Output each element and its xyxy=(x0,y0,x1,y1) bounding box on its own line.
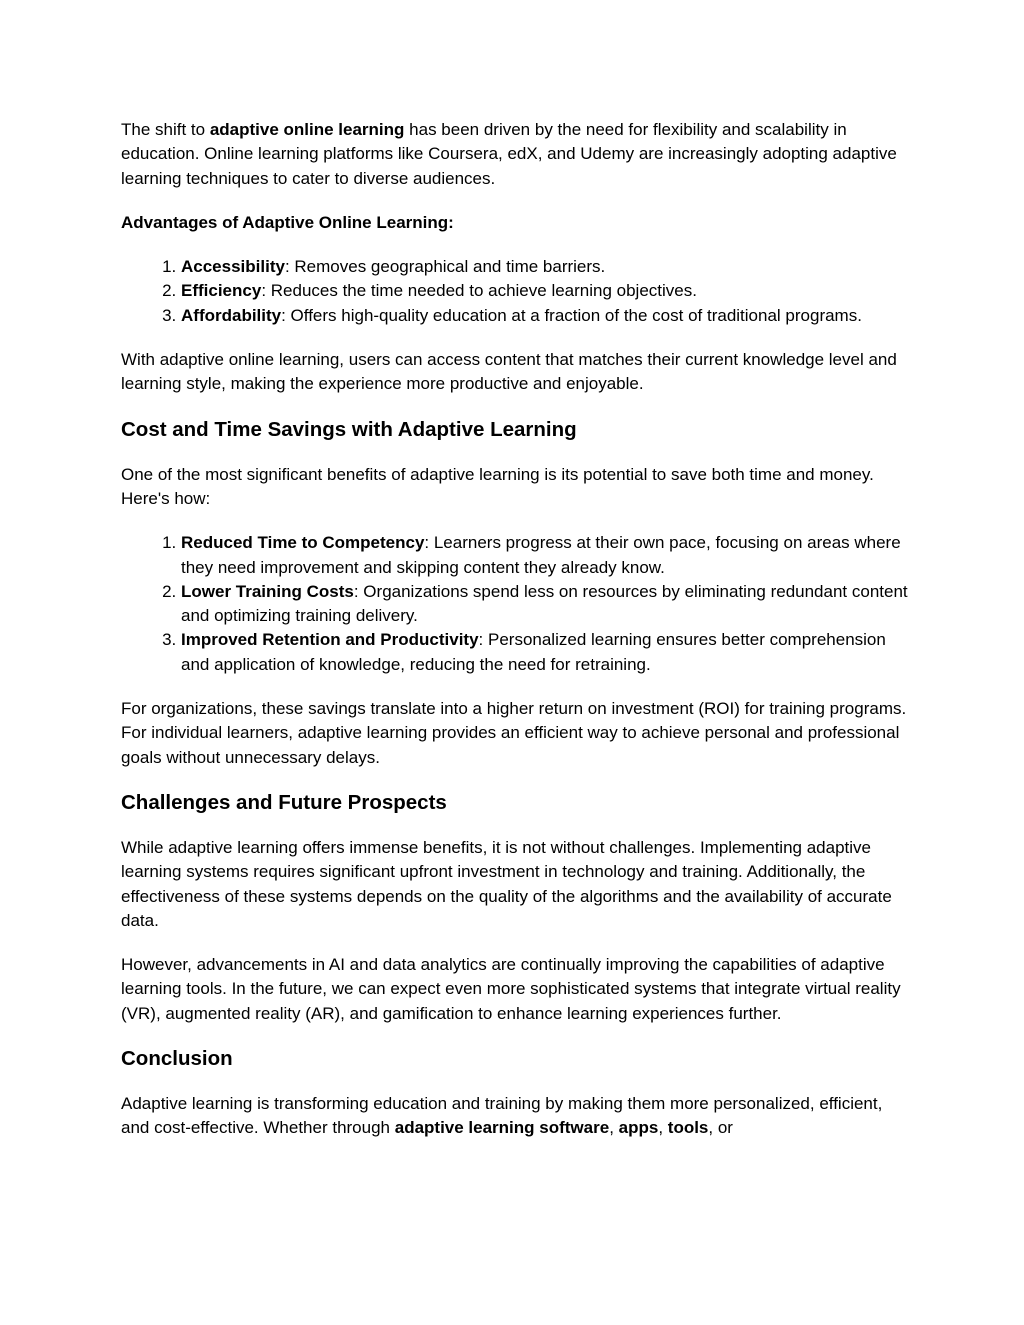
advantages-list xyxy=(121,255,911,328)
section-heading-cost: Cost and Time Savings with Adaptive Learning xyxy=(121,417,577,441)
section-heading-challenges: Challenges and Future Prospects xyxy=(121,790,447,814)
advantages-heading: Advantages of Adaptive Online Learning: xyxy=(121,212,454,232)
list-item: 1. Reduced Time to Competency: Learners progress at their own pace, focusing on areas where they need improvement and skipping content they already know. xyxy=(181,531,911,580)
intro-paragraph-2: With adaptive online learning, users can access content that matches their current knowledge level and learning style, making the experience more productive and enjoyable. xyxy=(121,350,897,394)
challenges-paragraph-1: While adaptive learning offers immense benefits, it is not without challenges. Implementing adaptive learning systems requires significant upfront investment in technology and training. Additionally, the effectiveness of these systems depends on the quality of the algorithms and the availability of accurate data. xyxy=(121,837,892,930)
document-page xyxy=(121,118,911,1161)
cost-paragraph-2: For organizations, these savings translate into a higher return on investment (ROI) for training programs. For individual learners, adaptive learning provides an efficient way to achieve personal and professional goals without unnecessary delays. xyxy=(121,699,907,767)
list-item: 3. Affordability: Offers high-quality education at a fraction of the cost of traditional programs. xyxy=(181,304,911,328)
list-item: 3. Improved Retention and Productivity: Personalized learning ensures better comprehension and application of knowledge, reducing the need for retraining. xyxy=(181,628,911,677)
conclusion-paragraph: Adaptive learning is transforming education and training by making them more personalized, efficient, and cost-effective. Whether through adaptive learning software, apps, tools, or xyxy=(121,1094,883,1138)
list-item: 2. Efficiency: Reduces the time needed to achieve learning objectives. xyxy=(181,279,911,303)
cost-paragraph-1: One of the most significant benefits of adaptive learning is its potential to save both time and money. Here's how: xyxy=(121,464,874,508)
list-item: 2. Lower Training Costs: Organizations spend less on resources by eliminating redundant content and optimizing training delivery. xyxy=(181,580,911,629)
list-item: 1. Accessibility: Removes geographical and time barriers. xyxy=(181,255,911,279)
cost-list xyxy=(121,531,911,677)
intro-paragraph: The shift to adaptive online learning has been driven by the need for flexibility and scalability in education. Online learning platforms like Coursera, edX, and Udemy are increasingly adopting adaptive learning techniques to cater to diverse audiences. xyxy=(121,120,897,188)
bold-term: adaptive online learning xyxy=(209,120,405,139)
section-heading-conclusion: Conclusion xyxy=(121,1047,233,1071)
challenges-paragraph-2: However, advancements in AI and data analytics are continually improving the capabilities of adaptive learning tools. In the future, we can expect even more sophisticated systems that integrate virtual reality (VR), augmented reality (AR), and gamification to enhance learning experiences further. xyxy=(121,955,901,1023)
